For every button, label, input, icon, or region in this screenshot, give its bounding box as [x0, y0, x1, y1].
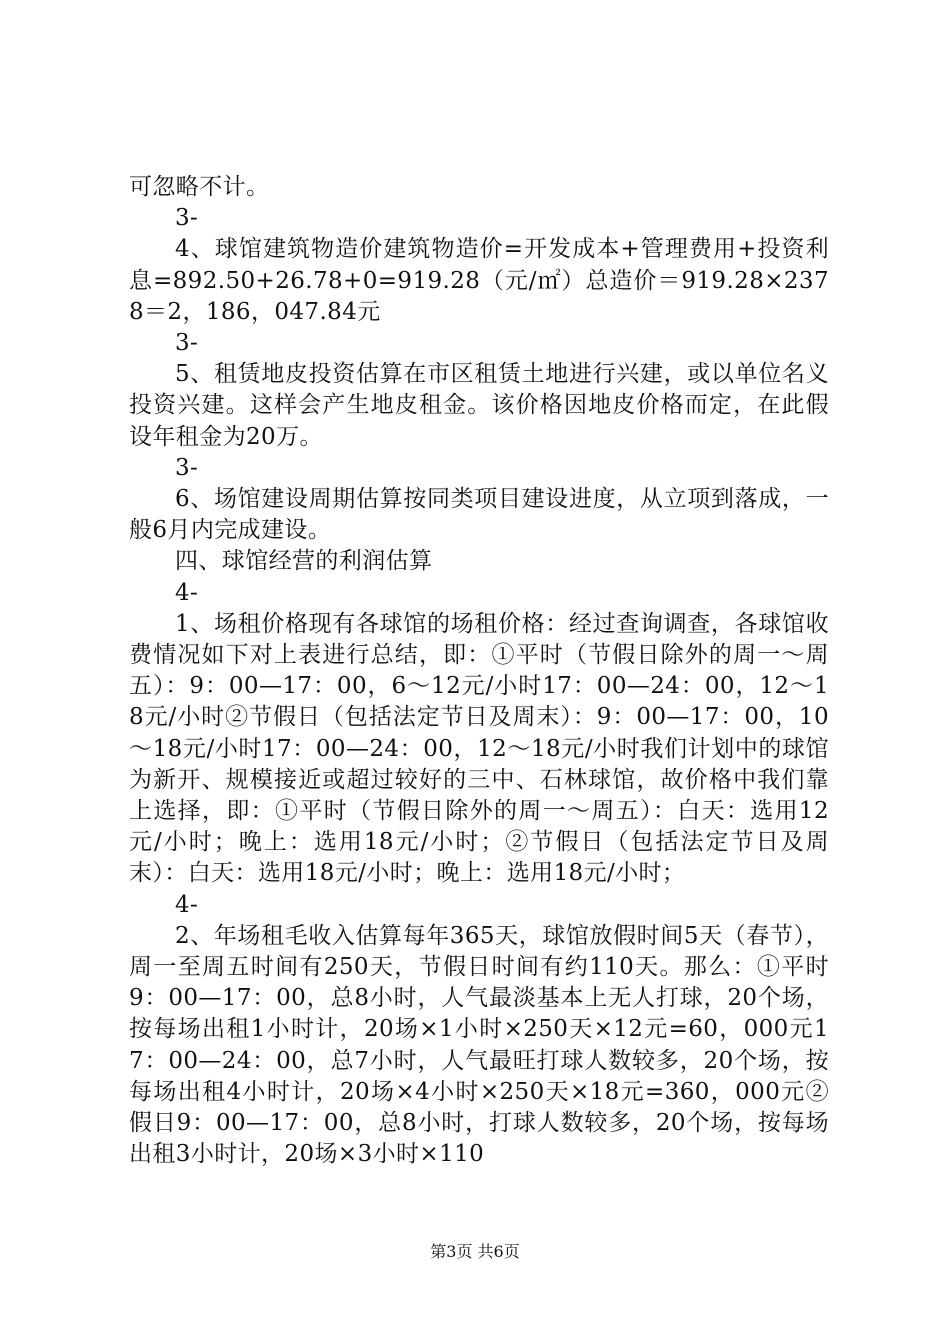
document-body: [129, 172, 829, 1171]
page-number: 第3页 共6页: [430, 1242, 520, 1261]
section-marker: 4-: [175, 891, 199, 918]
paragraph-land-lease: 5、租赁地皮投资估算在市区租赁土地进行兴建，或以单位名义投资兴建。这样会产生地皮租金。该价格因地皮价格而定，在此假设年租金为20万。: [129, 361, 829, 450]
section-heading: 四、球馆经营的利润估算: [175, 548, 433, 575]
paragraph-construction-period: 6、场馆建设周期估算按同类项目建设进度，从立项到落成，一般6月内完成建设。: [129, 486, 829, 544]
section-marker: 3-: [175, 454, 199, 481]
paragraph-rental-price: 1、场租价格现有各球馆的场租价格：经过查询调查，各球馆收费情况如下对上表进行总结，即：①平时（节假日除外的周一～周五）：9：00—17：00，6～12元/小时17：00—24：00，12～18元/小时②节假日（包括法定节日及周末）：9：00—17：00，10～18元/小时17：00—24：00，12～18元/小时我们计划中的球馆为新开、规模接近或超过较好的三中、石林球馆，故价格中我们靠上选择，即：①平时（节假日除外的周一～周五）：白天：选用12元/小时；晚上：选用18元/小时；②节假日（包括法定节日及周末）：白天：选用18元/小时；晚上：选用18元/小时；: [129, 610, 829, 887]
paragraph-annual-revenue: 2、年场租毛收入估算每年365天，球馆放假时间5天（春节），周一至周五时间有250天，节假日时间有约110天。那么：①平时9：00—17：00，总8小时，人气最淡基本上无人打球，20个场，按每场出租1小时计，20场×1小时×250天×12元=60，000元17：00—24：00，总7小时，人气最旺打球人数较多，20个场，按每场出租4小时计，20场×4小时×250天×18元=360，000元②假日9：00—17：00，总8小时，打球人数较多，20个场，按每场出租3小时计，20场×3小时×110: [129, 922, 829, 1168]
section-marker: 3-: [175, 330, 199, 357]
paragraph-building-cost: 4、球馆建筑物造价建筑物造价=开发成本+管理费用+投资利息=892.50+26.78+0=919.28（元/㎡）总造价＝919.28×2378＝2，186，047.84元: [129, 236, 829, 325]
section-marker: 3-: [175, 205, 199, 232]
section-marker: 4-: [175, 579, 199, 606]
paragraph-continuation: 可忽略不计。: [129, 174, 270, 200]
